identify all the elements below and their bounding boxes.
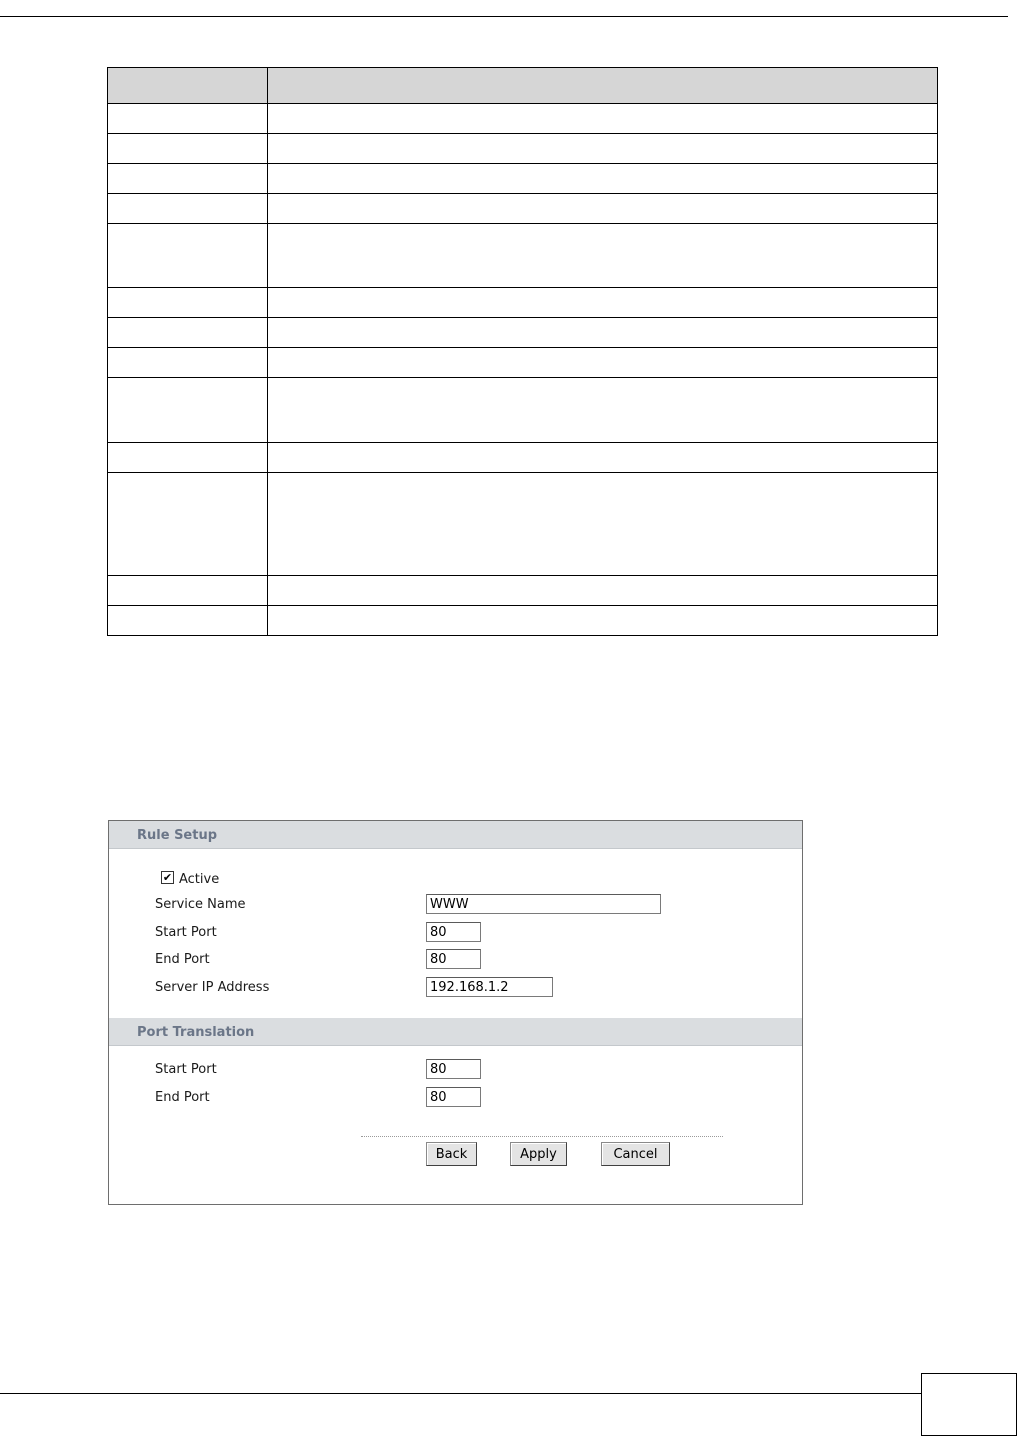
button-separator <box>361 1136 723 1137</box>
table-row <box>108 473 938 576</box>
translation-start-port-input[interactable] <box>426 1059 481 1079</box>
back-button[interactable]: Back <box>426 1142 477 1166</box>
cancel-button[interactable]: Cancel <box>601 1142 670 1166</box>
page-number-box <box>921 1373 1017 1436</box>
table-row <box>108 134 938 164</box>
table-row <box>108 378 938 443</box>
translation-end-port-label: End Port <box>155 1090 210 1105</box>
service-name-input[interactable] <box>426 894 661 914</box>
table-row <box>108 606 938 636</box>
translation-end-port-input[interactable] <box>426 1087 481 1107</box>
table-header-cell-description <box>268 68 938 104</box>
translation-start-port-label: Start Port <box>155 1062 217 1077</box>
table-row <box>108 288 938 318</box>
apply-button[interactable]: Apply <box>510 1142 567 1166</box>
table-row <box>108 443 938 473</box>
table-header-cell-label <box>108 68 268 104</box>
service-name-label: Service Name <box>155 897 246 912</box>
rule-setup-section-header <box>109 821 802 849</box>
footer-rule <box>0 1393 921 1394</box>
start-port-label: Start Port <box>155 925 217 940</box>
server-ip-input[interactable] <box>426 977 553 997</box>
rule-setup-title: Rule Setup <box>137 828 218 843</box>
table-row <box>108 576 938 606</box>
header-rule <box>0 16 1008 17</box>
table-row <box>108 224 938 288</box>
table-row <box>108 194 938 224</box>
active-checkbox[interactable] <box>161 871 174 884</box>
end-port-input[interactable] <box>426 949 481 969</box>
port-translation-title: Port Translation <box>137 1025 255 1040</box>
rule-setup-screen <box>108 820 803 1205</box>
active-label: Active <box>179 872 220 887</box>
table-row <box>108 164 938 194</box>
server-ip-label: Server IP Address <box>155 980 270 995</box>
start-port-input[interactable] <box>426 922 481 942</box>
port-translation-section-header <box>109 1018 802 1046</box>
table-row <box>108 348 938 378</box>
table-header-row <box>108 68 938 104</box>
checkmark-icon: ✔ <box>162 871 173 884</box>
description-table <box>107 67 938 636</box>
table-row <box>108 104 938 134</box>
end-port-label: End Port <box>155 952 210 967</box>
table-row <box>108 318 938 348</box>
